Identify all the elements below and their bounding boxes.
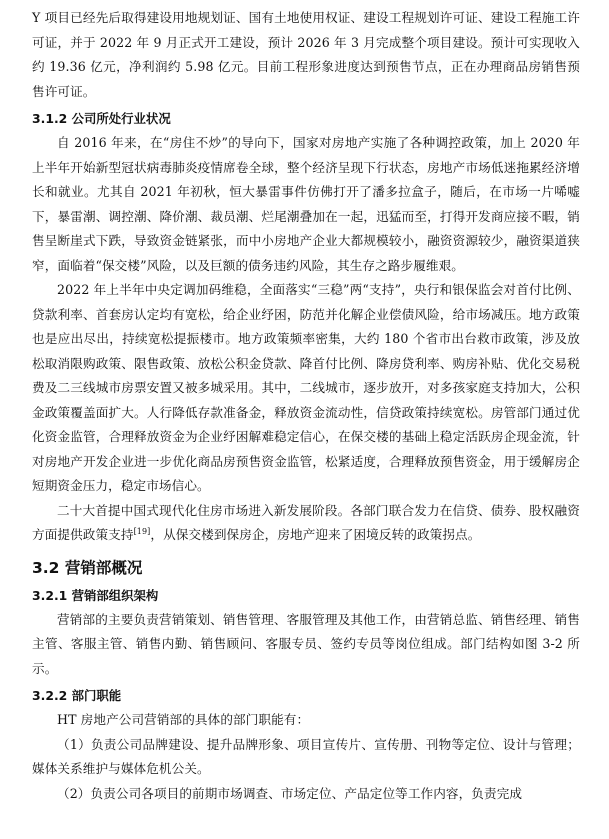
function-item-1: （1）负责公司品牌建设、提升品牌形象、项目宣传片、宣传册、刊物等定位、设计与管理；媒体关系维护与媒体危机公关。 [32,736,580,776]
section-3-2-1-heading: 3.2.1 营销部组织架构 [32,587,159,603]
section-3-2-heading: 3.2 营销部概况 [32,558,143,577]
citation-reference: [19] [133,526,151,536]
org-structure-paragraph: 营销部的主要负责营销策划、销售管理、客服管理及其他工作，由营销总监、销售经理、销售主管、客服主管、销售内勤、销售顾问、客服专员、签约专员等岗位组成。部门结构如图 3-2 所示。 [32,611,580,676]
industry-paragraph-3 [32,499,580,548]
functions-intro: HT 房地产公司营销部的具体的部门职能有： [57,712,310,727]
section-3-2-2-heading: 3.2.2 部门职能 [32,688,122,703]
industry-paragraph-2: 2022 年上半年中央定调加码维稳，全面落实“三稳”两“支持”，央行和银保监会对首付比例、贷款利率、首套房认定均有宽松，给企业纾困，防范并化解企业偿债风险，给市场减压。地方政策也是应出尽出，持续宽松提振楼市。地方政策频率密集，大约 180 个省市出台救市政策，涉及放松取消限购政策、限售政策、放松公积金贷款、降首付比例、降房贷利率、购房补贴、优化交易税费及二三线城市房票安置又被多城采用。其中，二线城市，逐步放开，对多孩家庭支持加大，公积金政策覆盖面扩大。人行降低存款准备金，释放资金流动性，信贷政策持续宽松。房管部门通过优化资金监管，合理释放资金为企业纾困解难稳定信心，在保交楼的基础上稳定活跃房企现金流，针对房地产开发企业进一步优化商品房预售资金监管，松紧适度，合理释放预售资金，用于缓解房企短期资金压力，稳定市场信心。 [32,282,580,493]
industry-paragraph-3-tail: ，从保交楼到保房企，房地产迎来了困境反转的政策拐点。 [150,527,481,542]
industry-paragraph-1: 自 2016 年来，在“房住不炒”的导向下，国家对房地产实施了各种调控政策，加上 2020 年上半年开始新型冠状病毒肺炎疫情席卷全球，整个经济呈现下行状态，房地产市场低迷拖累经济增长和就业。尤其自 2021 年初秋，恒大暴雷事件仿佛打开了潘多拉盒子，随后，在市场一片唏嘘下，暴雷潮、调控潮、降价潮、裁员潮、烂尾潮叠加在一起，迅猛而至，打得开发商应接不暇，销售呈断崖式下跌，导致资金链紧张，而中小房地产企业大都规模较小，融资资源较少，融资渠道狭窄，面临着“保交楼”风险，以及巨额的债务违约风险，其生存之路步履维艰。 [32,135,580,273]
intro-paragraph: Y 项目已经先后取得建设用地规划证、国有土地使用权证、建设工程规划许可证、建设工程施工许可证，并于 2022 年 9 月正式开工建设，预计 2026 年 3 月完成整个项目建设。预计可实现收入约 19.36 亿元，净利润约 5.98 亿元。目前工程形象进度达到预售节点，正在办理商品房销售预售许可证。 [32,10,580,99]
section-3-1-2-heading: 3.1.2 公司所处行业状况 [32,111,171,126]
function-item-2: （2）负责公司各项目的前期市场调查、市场定位、产品定位等工作内容，负责完成 [57,785,523,801]
industry-paragraph-3-text: 二十大首提中国式现代化住房市场进入新发展阶段。各部门联合发力在信贷、债券、股权融资方面提供政策支持 [32,502,580,542]
